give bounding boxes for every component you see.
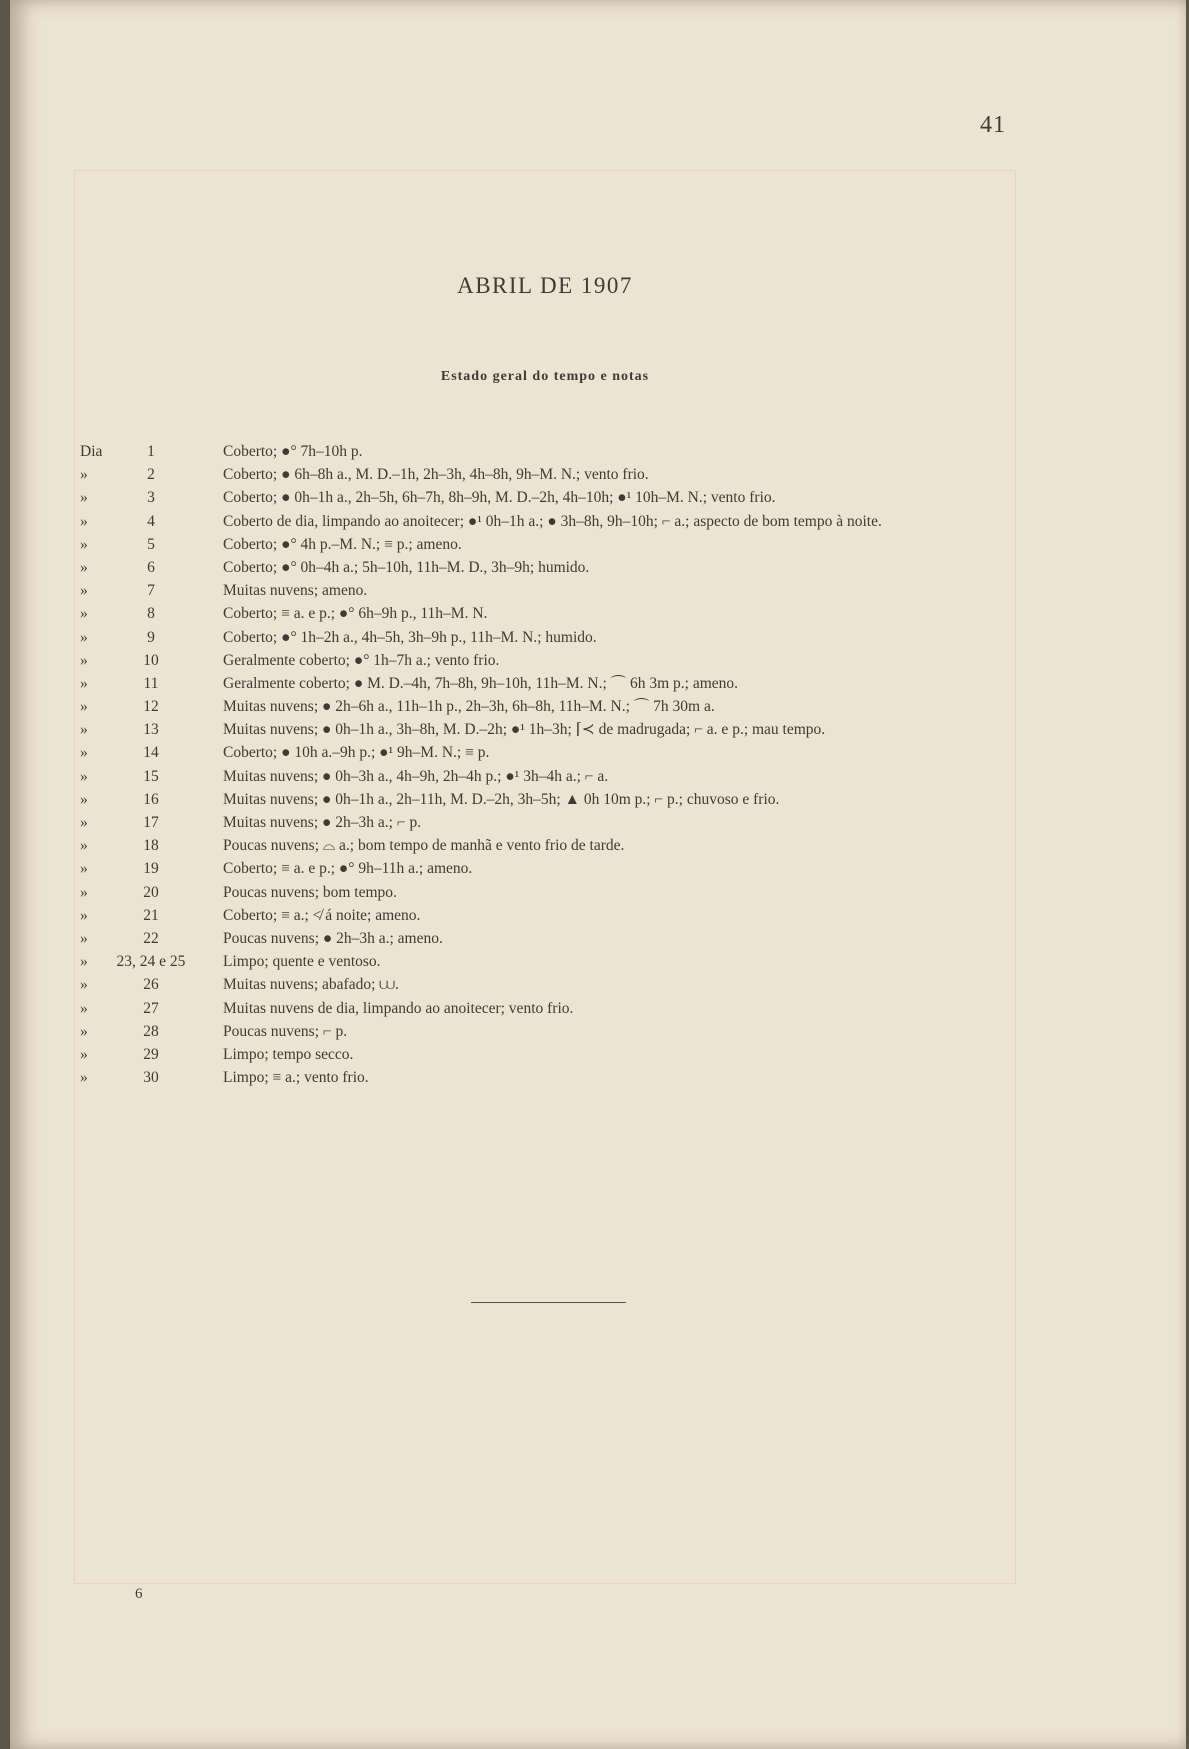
ditto-mark: » [80, 674, 88, 692]
ditto-mark: » [80, 1069, 88, 1087]
weather-description: Coberto; ● 0h–1h a., 2h–5h, 6h–7h, 8h–9h, M. D.–2h, 4h–10h; ●¹ 10h–M. N.; vento frio. [223, 489, 776, 507]
weather-description: Poucas nuvens; ● 2h–3h a.; ameno. [223, 929, 443, 947]
day-number: 9 [147, 628, 155, 646]
table-row [10, 672, 1186, 695]
table-row [10, 1066, 1186, 1089]
ditto-mark: » [80, 767, 88, 785]
day-number: 26 [143, 976, 159, 994]
day-number: 4 [147, 512, 155, 530]
weather-description: Coberto; ●° 1h–2h a., 4h–5h, 3h–9h p., 11h–M. N.; humido. [223, 628, 597, 646]
weather-description: Muitas nuvens; ● 2h–3h a.; ⌐ p. [223, 814, 422, 831]
ditto-mark: » [80, 558, 88, 576]
ditto-mark: » [80, 883, 88, 901]
day-number: 11 [143, 674, 159, 692]
ditto-mark: » [80, 976, 88, 994]
table-row [10, 510, 1186, 533]
weather-description: Coberto; ●° 4h p.–M. N.; ≡ p.; ameno. [223, 535, 462, 553]
ditto-mark: » [80, 837, 88, 855]
day-number: 22 [143, 929, 159, 947]
table-row [10, 788, 1186, 811]
day-number: 2 [147, 466, 155, 484]
table-row [10, 904, 1186, 927]
table-row [10, 1043, 1186, 1066]
day-number: 6 [147, 558, 155, 576]
table-row [10, 649, 1186, 672]
ditto-mark: » [80, 929, 88, 947]
day-number: 15 [143, 767, 159, 785]
table-row [10, 440, 1186, 463]
weather-description: Limpo; quente e ventoso. [223, 953, 381, 971]
day-number: 18 [143, 837, 159, 855]
day-number: 20 [143, 883, 159, 901]
day-number: 8 [147, 605, 155, 623]
table-row [10, 602, 1186, 625]
weather-description: Geralmente coberto; ●° 1h–7h a.; vento frio. [223, 651, 500, 669]
table-row [10, 765, 1186, 788]
weather-description: Muitas nuvens; ● 2h–6h a., 11h–1h p., 2h–3h, 6h–8h, 11h–M. N.; ⌒ 7h 30m a. [223, 698, 715, 716]
day-number: 21 [143, 906, 159, 924]
weather-description: Limpo; tempo secco. [223, 1045, 354, 1063]
weather-description: Muitas nuvens; abafado; ⩊. [223, 976, 399, 994]
weather-description: Coberto; ●° 7h–10h p. [223, 443, 363, 460]
table-row [10, 579, 1186, 602]
day-number: 17 [143, 814, 159, 831]
table-row [10, 997, 1186, 1020]
table-row [10, 834, 1186, 857]
weather-table [10, 440, 1186, 1089]
table-row [10, 533, 1186, 556]
day-number: 14 [143, 744, 159, 762]
weather-description: Coberto; ≡ a.; ≮ á noite; ameno. [223, 906, 421, 924]
ditto-mark: » [80, 628, 88, 646]
weather-description: Poucas nuvens; bom tempo. [223, 883, 397, 901]
day-number: 10 [143, 651, 159, 669]
weather-description: Muitas nuvens; ● 0h–1h a., 2h–11h, M. D.–2h, 3h–5h; ▲ 0h 10m p.; ⌐ p.; chuvoso e frio. [223, 790, 780, 808]
weather-description: Coberto; ● 10h a.–9h p.; ●¹ 9h–M. N.; ≡ p. [223, 744, 490, 762]
day-number: 13 [143, 721, 159, 739]
ditto-mark: » [80, 999, 88, 1017]
signature-mark: 6 [135, 1586, 143, 1602]
table-row [10, 1020, 1186, 1043]
day-number: 30 [143, 1069, 159, 1087]
day-number: 29 [143, 1045, 159, 1063]
table-row [10, 857, 1186, 880]
ditto-mark: » [80, 512, 88, 530]
ditto-mark: » [80, 814, 88, 831]
weather-description: Coberto; ●° 0h–4h a.; 5h–10h, 11h–M. D., 3h–9h; humido. [223, 558, 590, 576]
day-number: 27 [143, 999, 159, 1017]
weather-description: Geralmente coberto; ● M. D.–4h, 7h–8h, 9h–10h, 11h–M. N.; ⌒ 6h 3m p.; ameno. [223, 674, 739, 692]
table-row [10, 463, 1186, 486]
weather-description: Muitas nuvens de dia, limpando ao anoitecer; vento frio. [223, 999, 574, 1017]
ditto-mark: » [80, 721, 88, 739]
weather-description: Muitas nuvens; ● 0h–1h a., 3h–8h, M. D.–2h; ●¹ 1h–3h; ⌈≺ de madrugada; ⌐ a. e p.; mau tempo. [223, 721, 826, 739]
ditto-mark: » [80, 698, 88, 716]
page-subtitle: Estado geral do tempo e notas [440, 369, 650, 384]
page [10, 0, 1186, 1749]
table-row [10, 556, 1186, 579]
day-number: 28 [143, 1022, 159, 1040]
day-number: 16 [143, 790, 159, 808]
divider-line [471, 1302, 626, 1303]
table-row [10, 486, 1186, 509]
weather-description: Coberto; ≡ a. e p.; ●° 9h–11h a.; ameno. [223, 860, 473, 878]
weather-description: Poucas nuvens; ⌓ a.; bom tempo de manhã e vento frio de tarde. [223, 837, 625, 855]
ditto-mark: » [80, 906, 88, 924]
weather-description: Limpo; ≡ a.; vento frio. [223, 1069, 369, 1087]
ditto-mark: » [80, 790, 88, 808]
ditto-mark: » [80, 953, 88, 971]
ditto-mark: » [80, 1022, 88, 1040]
ditto-mark: » [80, 860, 88, 878]
day-header-label: Dia [80, 443, 103, 460]
day-number: 12 [143, 698, 159, 716]
table-row [10, 626, 1186, 649]
table-row [10, 811, 1186, 834]
table-row [10, 927, 1186, 950]
ditto-mark: » [80, 466, 88, 484]
ditto-mark: » [80, 535, 88, 553]
day-number: 7 [147, 582, 155, 600]
ditto-mark: » [80, 1045, 88, 1063]
page-number: 41 [980, 112, 1006, 138]
table-row [10, 881, 1186, 904]
ditto-mark: » [80, 582, 88, 600]
day-number: 23, 24 e 25 [116, 953, 186, 971]
ditto-mark: » [80, 489, 88, 507]
table-row [10, 973, 1186, 996]
page-title: ABRIL DE 1907 [457, 273, 633, 298]
weather-description: Coberto; ● 6h–8h a., M. D.–1h, 2h–3h, 4h–8h, 9h–M. N.; vento frio. [223, 466, 649, 484]
weather-description: Muitas nuvens; ameno. [223, 582, 368, 600]
weather-description: Muitas nuvens; ● 0h–3h a., 4h–9h, 2h–4h p.; ●¹ 3h–4h a.; ⌐ a. [223, 767, 609, 785]
ditto-mark: » [80, 744, 88, 762]
table-row [10, 950, 1186, 973]
weather-description: Poucas nuvens; ⌐ p. [223, 1022, 348, 1040]
day-number: 1 [147, 443, 155, 460]
table-row [10, 741, 1186, 764]
day-number: 3 [147, 489, 155, 507]
table-row [10, 695, 1186, 718]
day-number: 5 [147, 535, 155, 553]
weather-description: Coberto; ≡ a. e p.; ●° 6h–9h p., 11h–M. N. [223, 605, 488, 623]
ditto-mark: » [80, 651, 88, 669]
weather-description: Coberto de dia, limpando ao anoitecer; ●¹ 0h–1h a.; ● 3h–8h, 9h–10h; ⌐ a.; aspecto de bom tempo à noite. [223, 512, 882, 530]
day-number: 19 [143, 860, 159, 878]
ditto-mark: » [80, 605, 88, 623]
table-row [10, 718, 1186, 741]
